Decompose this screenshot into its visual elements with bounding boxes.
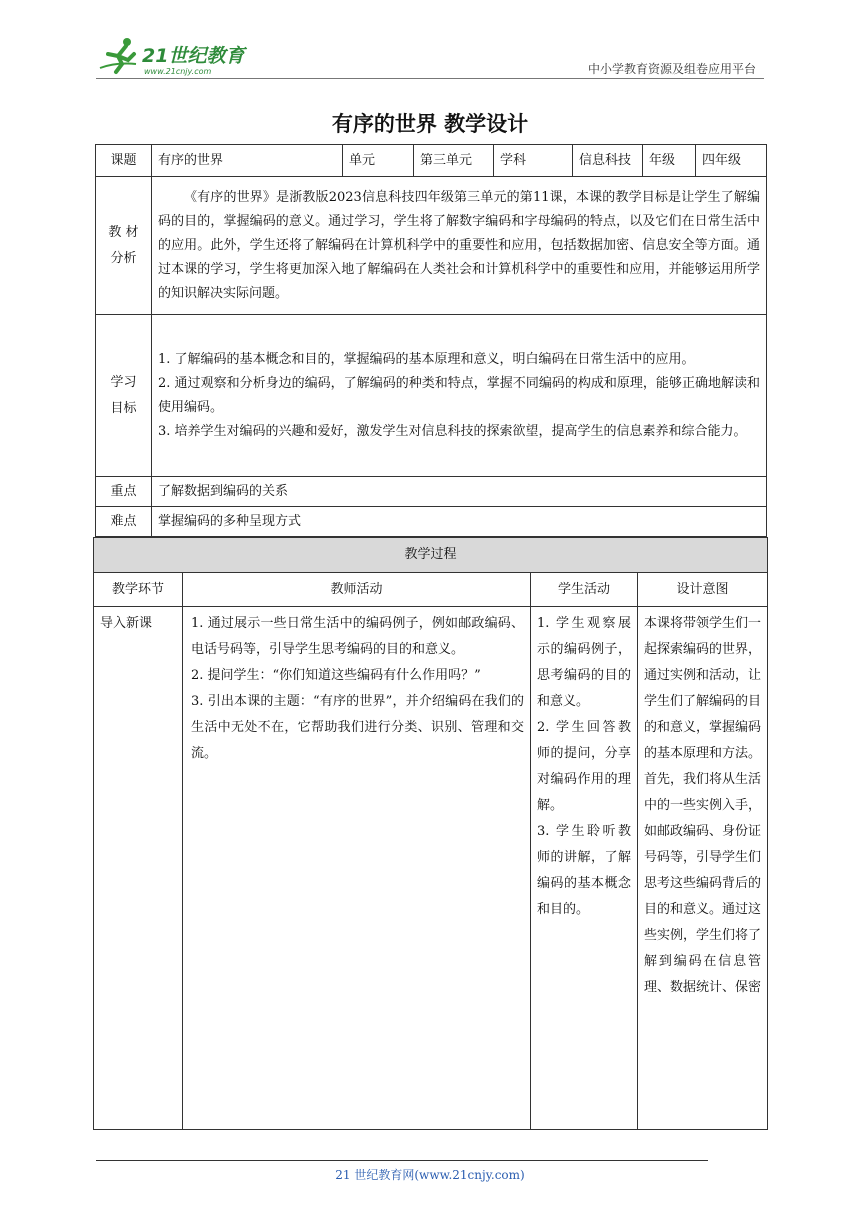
goals-text [152, 315, 767, 477]
analysis-text: 《有序的世界》是浙教版2023信息科技四年级第三单元的第11课，本课的教学目标是让学生了解编码的目的，掌握编码的意义。通过学习，学生将了解数字编码和字母编码的特点，以及它们在日常生活中的应用。此外，学生还将了解编码在计算机科学中的重要性和应用，包括数据加密、信息安全等方面。通过本课的学习，学生将更加深入地了解编码在人类社会和计算机科学中的重要性和应用，并能够运用所学的知识解决实际问题。 [152, 177, 767, 315]
key-point-label: 重点 [96, 477, 152, 507]
header-student: 学生活动 [531, 573, 638, 607]
page-title: 有序的世界 教学设计 [331, 112, 529, 136]
goal-item: 3. 培养学生对编码的兴趣和爱好，激发学生对信息科技的探索欲望，提高学生的信息素养和综合能力。 [158, 423, 747, 439]
key-point-text: 了解数据到编码的关系 [152, 477, 767, 507]
student-step: 1. 学生观察展示的编码例子，思考编码的目的和意义。 [537, 616, 631, 709]
student-step: 2. 学生回答教师的提问，分享对编码作用的理解。 [537, 720, 631, 813]
goals-label: 学习 目标 [96, 315, 152, 477]
goal-item: 1. 了解编码的基本概念和目的，掌握编码的基本原理和意义，明白编码在日常生活中的应用。 [158, 351, 695, 367]
unit-value: 第三单元 [414, 145, 494, 177]
difficulty-label: 难点 [96, 507, 152, 537]
teacher-step: 3. 引出本课的主题：“有序的世界”，并介绍编码在我们的生活中无处不在，它帮助我们进行分类、识别、管理和交流。 [191, 694, 524, 761]
logo [96, 34, 256, 78]
goal-item: 2. 通过观察和分析身边的编码，了解编码的种类和特点，掌握不同编码的构成和原理，能够正确地解读和使用编码。 [158, 375, 760, 415]
runner-logo-icon [96, 34, 256, 78]
teacher-step: 1. 通过展示一些日常生活中的编码例子，例如邮政编码、电话号码等，引导学生思考编码的目的和意义。 [191, 616, 524, 657]
platform-name: 中小学教育资源及组卷应用平台 [587, 62, 756, 76]
student-activity-cell [531, 607, 638, 1130]
analysis-label: 教 材 分析 [96, 177, 152, 315]
header-divider [96, 78, 764, 79]
process-table [93, 537, 768, 1130]
info-table [95, 144, 767, 537]
header-teacher: 教师活动 [183, 573, 531, 607]
subject-value: 信息科技 [573, 145, 643, 177]
footer-divider [96, 1160, 708, 1161]
unit-label: 单元 [343, 145, 414, 177]
difficulty-text: 掌握编码的多种呈现方式 [152, 507, 767, 537]
process-title: 教学过程 [94, 538, 768, 573]
subject-label: 学科 [494, 145, 573, 177]
grade-label: 年级 [643, 145, 696, 177]
page-header [96, 30, 764, 78]
teacher-step: 2. 提问学生：“你们知道这些编码有什么作用吗？” [191, 668, 481, 683]
teacher-activity-cell [183, 607, 531, 1130]
grade-value: 四年级 [696, 145, 767, 177]
header-intent: 设计意图 [638, 573, 768, 607]
student-step: 3. 学生聆听教师的讲解，了解编码的基本概念和目的。 [537, 824, 631, 917]
logo-text: 21世纪教育 [142, 45, 245, 67]
header-stage: 教学环节 [94, 573, 183, 607]
stage-cell: 导入新课 [94, 607, 183, 1130]
footer-link[interactable]: 21 世纪教育网(www.21cnjy.com) [335, 1168, 525, 1182]
design-intent-text: 本课将带领学生们一起探索编码的世界，通过实例和活动，让学生们了解编码的目的和意义，掌握编码的基本原理和方法。首先，我们将从生活中的一些实例入手，如邮政编码、身份证号码等，引导学生们思考这些编码背后的目的和意义。通过这些实例，学生们将了解到编码在信息管理、数据统计、保密 [644, 616, 762, 995]
logo-url: www.21cnjy.com [144, 67, 212, 76]
design-intent-cell [638, 607, 768, 1130]
course-label: 课题 [96, 145, 152, 177]
course-value: 有序的世界 [152, 145, 343, 177]
